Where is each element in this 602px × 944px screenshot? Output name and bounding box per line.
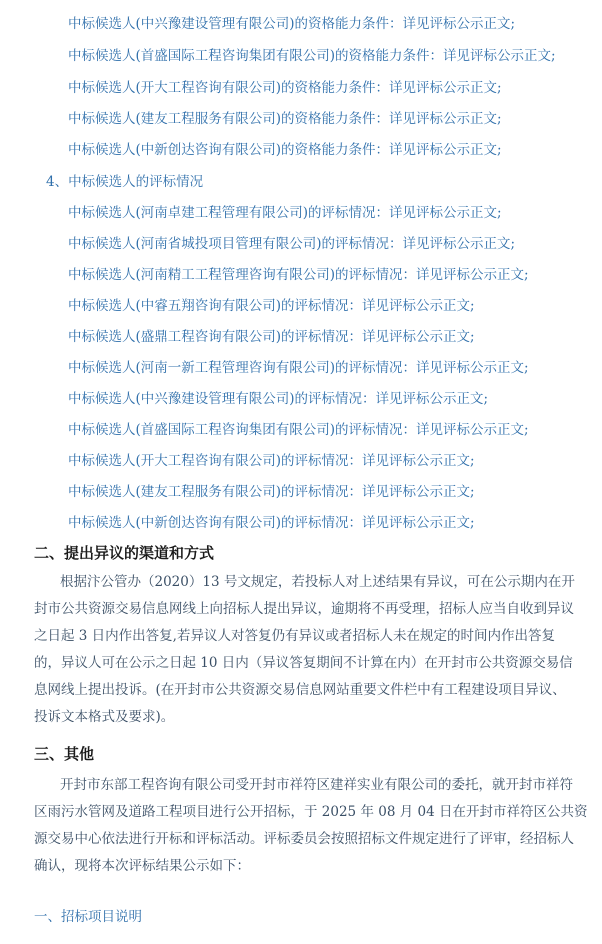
evaluation-line: 中标候选人(中兴豫建设管理有限公司)的评标情况：详见评标公示正文;: [68, 391, 489, 407]
paragraph-line: 投诉文本格式及要求)。: [34, 709, 175, 725]
paragraph-line: 源交易中心依法进行开标和评标活动。评标委员会按照招标文件规定进行了评审，经招标人: [34, 831, 574, 847]
section-4-title: 4、中标候选人的评标情况: [46, 174, 204, 190]
section-2-heading: 二、提出异议的渠道和方式: [34, 544, 215, 562]
paragraph-line: 开封市东部工程咨询有限公司受开封市祥符区建祥实业有限公司的委托，就开封市祥符: [60, 777, 573, 793]
paragraph-line: 息网线上提出投诉。(在开封市公共资源交易信息网站重要文件栏中有工程建设项目异议、: [34, 682, 566, 698]
paragraph-line: 之日起 3 日内作出答复,若异议人对答复仍有异议或者招标人未在规定的时间内作出答复: [34, 628, 555, 644]
paragraph-line: 确认，现将本次评标结果公示如下：: [34, 858, 250, 874]
paragraph-line: 的，异议人可在公示之日起 10 日内（异议答复期间不计算在内）在开封市公共资源交易信: [34, 655, 573, 671]
evaluation-line: 中标候选人(中新创达咨询有限公司)的评标情况：详见评标公示正文;: [68, 515, 475, 531]
paragraph-line: 区雨污水管网及道路工程项目进行公开招标，于 2025 年 08 月 04 日在开封市祥符区公共资: [34, 804, 588, 820]
section-3-heading: 三、其他: [34, 745, 95, 763]
evaluation-line: 中标候选人(河南精工工程管理咨询有限公司)的评标情况：详见评标公示正文;: [68, 267, 529, 283]
evaluation-line: 中标候选人(中睿五翔咨询有限公司)的评标情况：详见评标公示正文;: [68, 298, 475, 314]
evaluation-line: 中标候选人(河南一新工程管理咨询有限公司)的评标情况：详见评标公示正文;: [68, 360, 529, 376]
evaluation-line: 中标候选人(开大工程咨询有限公司)的评标情况：详见评标公示正文;: [68, 453, 475, 469]
evaluation-line: 中标候选人(盛鼎工程咨询有限公司)的评标情况：详见评标公示正文;: [68, 329, 475, 345]
evaluation-line: 中标候选人(建友工程服务有限公司)的评标情况：详见评标公示正文;: [68, 484, 475, 500]
paragraph-line: 封市公共资源交易信息网线上向招标人提出异议，逾期将不再受理，招标人应当自收到异议: [34, 601, 574, 617]
evaluation-line: 中标候选人(河南省城投项目管理有限公司)的评标情况：详见评标公示正文;: [68, 236, 516, 252]
qualification-line: 中标候选人(中新创达咨询有限公司)的资格能力条件：详见评标公示正文;: [68, 142, 502, 158]
paragraph-line: 根据汴公管办（2020）13 号文规定，若投标人对上述结果有异议，可在公示期内在开: [60, 574, 575, 590]
evaluation-line: 中标候选人(首盛国际工程咨询集团有限公司)的评标情况：详见评标公示正文;: [68, 422, 529, 438]
qualification-line: 中标候选人(首盛国际工程咨询集团有限公司)的资格能力条件：详见评标公示正文;: [68, 48, 556, 64]
qualification-line: 中标候选人(建友工程服务有限公司)的资格能力条件：详见评标公示正文;: [68, 111, 502, 127]
subsection-title: 一、招标项目说明: [34, 909, 142, 925]
evaluation-line: 中标候选人(河南卓建工程管理有限公司)的评标情况：详见评标公示正文;: [68, 205, 502, 221]
qualification-line: 中标候选人(中兴豫建设管理有限公司)的资格能力条件：详见评标公示正文;: [68, 16, 516, 32]
qualification-line: 中标候选人(开大工程咨询有限公司)的资格能力条件：详见评标公示正文;: [68, 80, 502, 96]
